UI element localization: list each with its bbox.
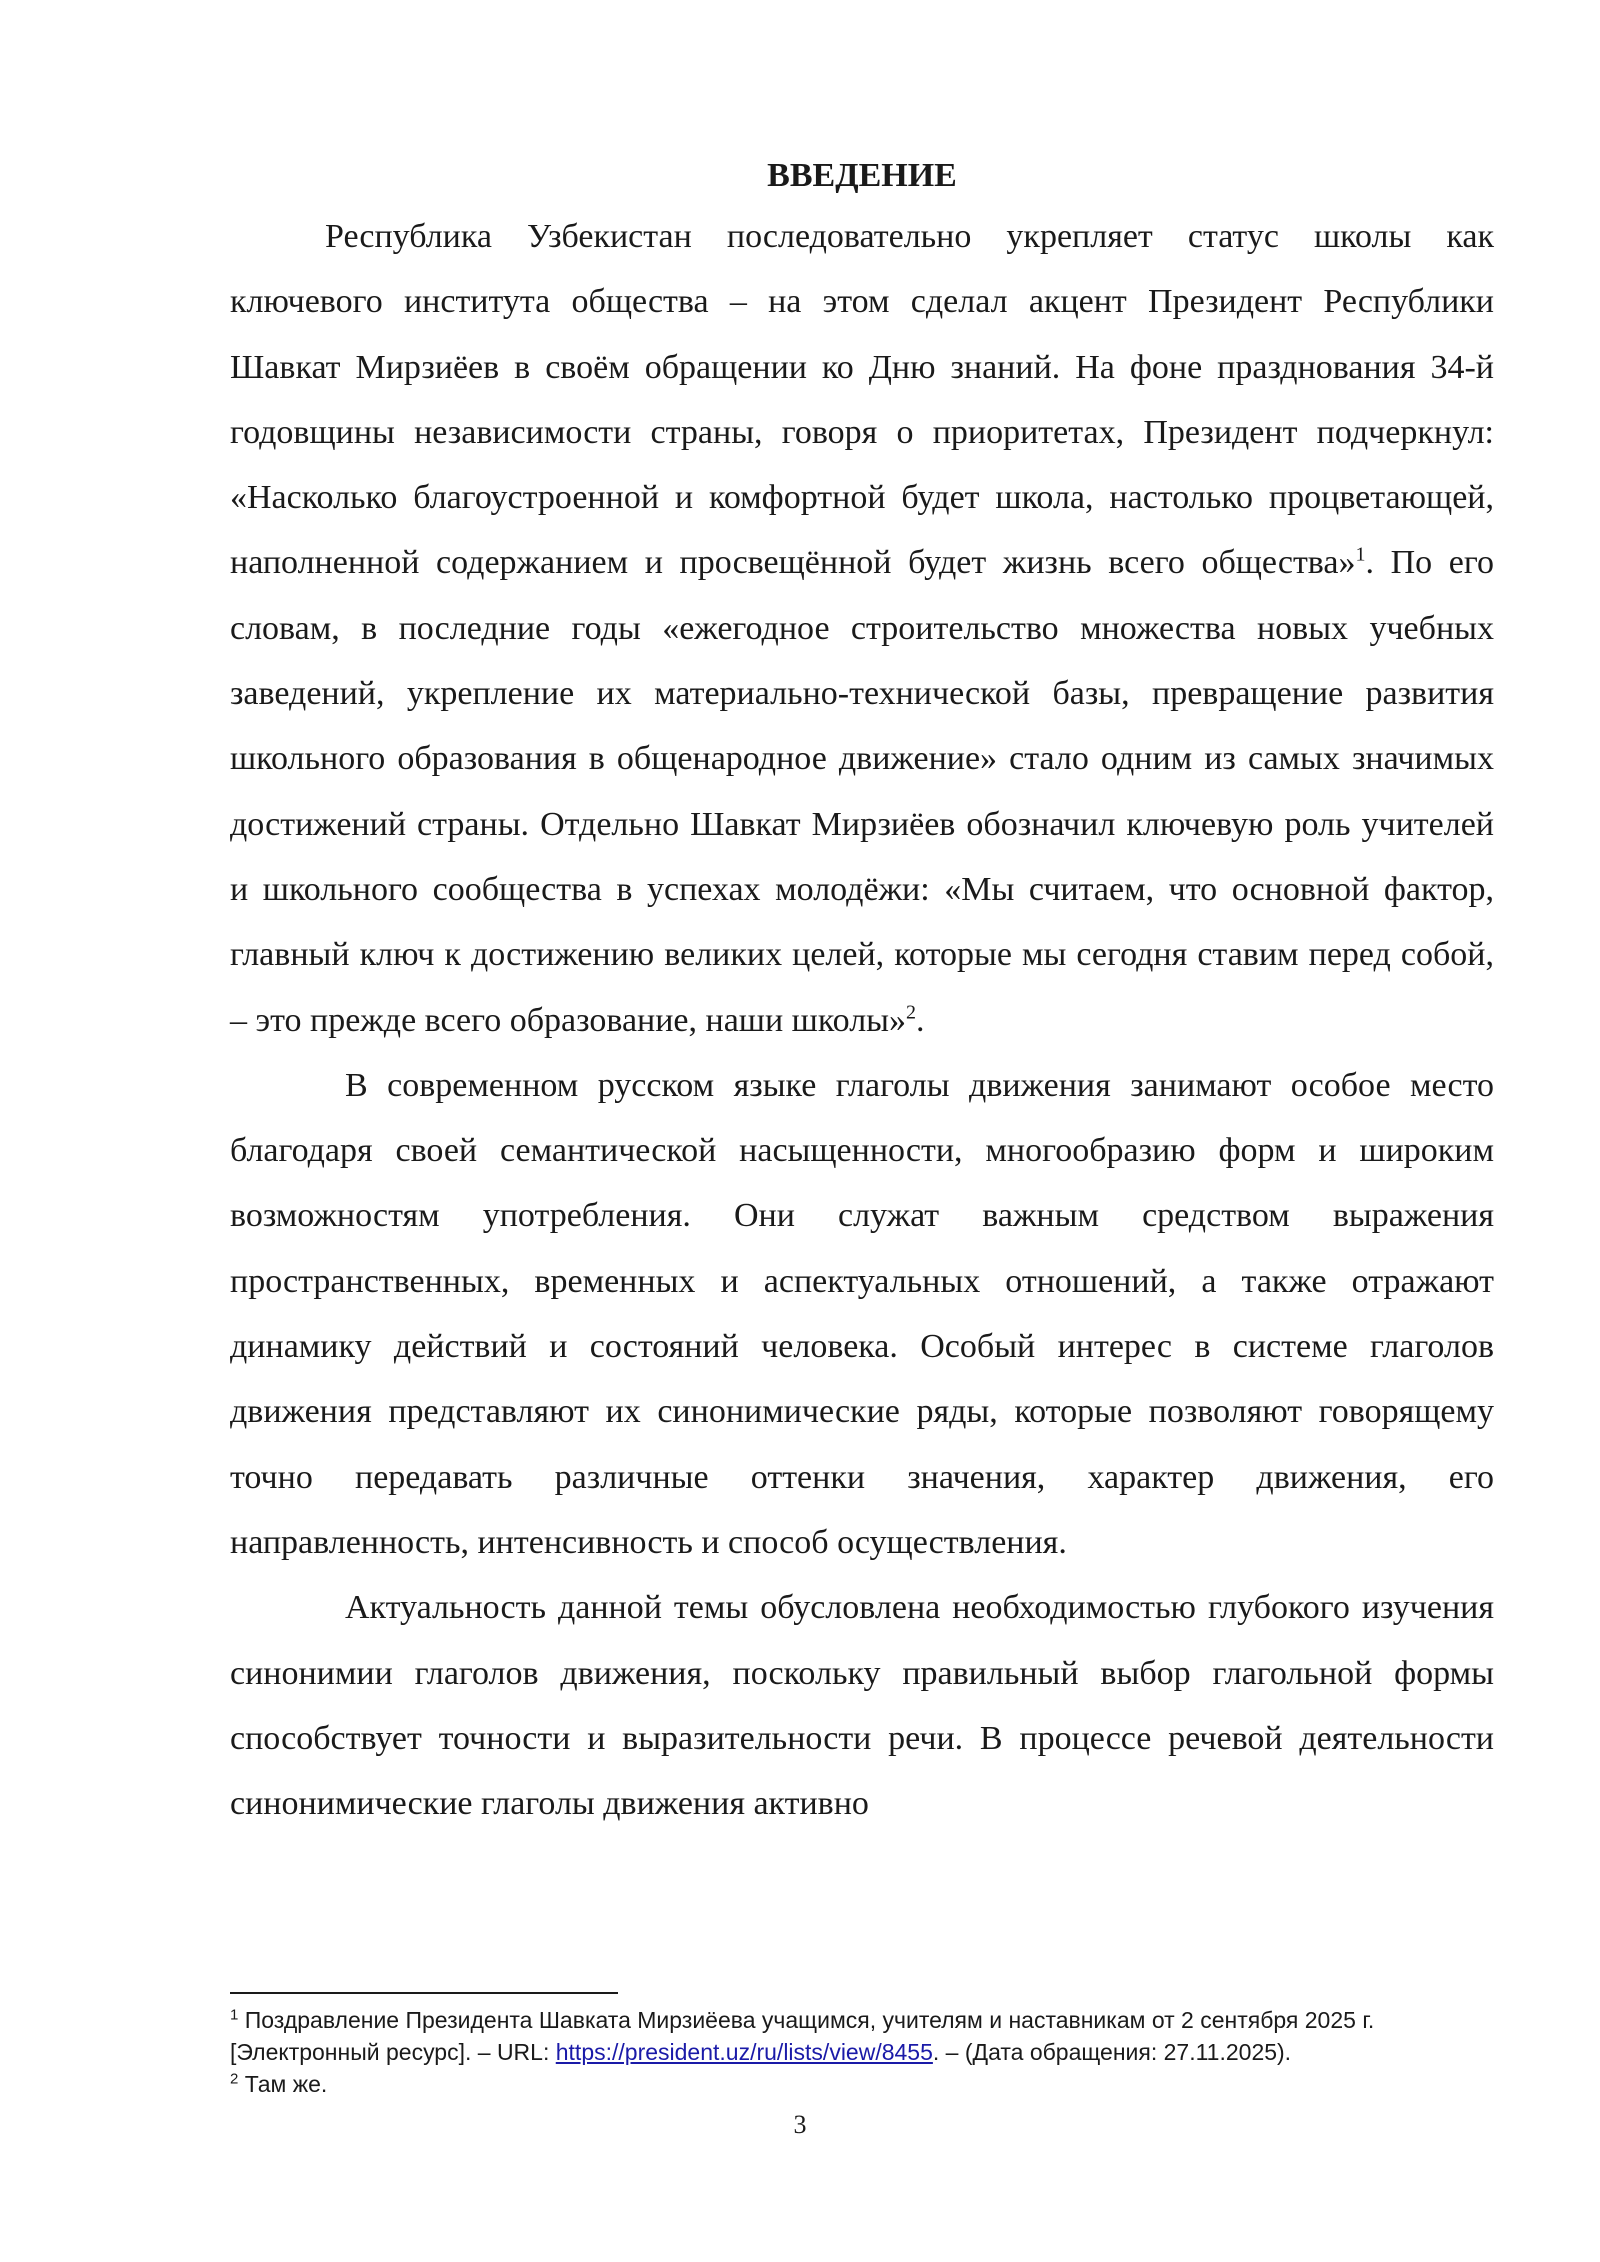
footnotes — [230, 2004, 1494, 2100]
footnote-2 — [230, 2068, 1494, 2100]
paragraph-motion-verbs: В современном русском языке глаголы движения занимают особое место благодаря своей семантической насыщенности, многообразию форм и широким возможностям употребления. Они служат важным средством выражения пространственных, временных и аспектуальных отношений, а также отражают динамику действий и состояний человека. Особый интерес в системе глаголов движения представляют их синонимические ряды, которые позволяют говорящему точно передавать различные оттенки значения, характер движения, его направленность, интенсивность и способ осуществления. — [230, 1066, 1494, 1561]
page-title: ВВЕДЕНИЕ — [767, 157, 957, 194]
paragraph-relevance: Актуальность данной темы обусловлена необходимостью глубокого изучения синонимии глаголов движения, поскольку правильный выбор глагольной формы способствует точности и выразительности речи. В процессе речевой деятельности синонимические глаголы движения активно — [230, 1589, 1494, 1823]
main-text — [230, 148, 1494, 1836]
footnote-ref-1[interactable]: 1 — [1355, 544, 1366, 567]
footnote-1-number: 1 — [230, 2006, 239, 2024]
footnote-1-text-a: Поздравление Президента Шавката Мирзиёева учащимся, учителям и наставникам от 2 сентября 2025 г. [Электронный ресурс]. – URL: — [230, 2007, 1375, 2065]
page-number: 3 — [793, 2110, 807, 2139]
footnote-2-text: Там же. — [238, 2071, 328, 2097]
footnote-ref-2[interactable]: 2 — [906, 1001, 917, 1024]
footnote-2-number: 2 — [230, 2070, 239, 2088]
paragraph-intro — [230, 204, 1494, 1053]
footnote-1 — [230, 2004, 1494, 2068]
paragraph-intro-text-c: . — [916, 1001, 925, 1039]
footnote-1-text-b: . – (Дата обращения: 27.11.2025). — [932, 2039, 1292, 2065]
paragraph-intro-text-a: Республика Узбекистан последовательно укрепляет статус школы как ключевого института общества – на этом сделал акцент Президент Республики Шавкат Мирзиёев в своём обращении ко Дню знаний. На фоне празднования 34-й годовщины независимости страны, говоря о приоритетах, Президент подчеркнул: «Насколько благоустроенной и комфортной будет школа, настолько процветающей, наполненной содержанием и просвещённой будет жизнь всего общества» — [230, 218, 1494, 582]
footnote-1-url-link[interactable]: https://president.uz/ru/lists/view/8455 — [555, 2039, 933, 2065]
footnote-separator — [230, 1992, 618, 1994]
paragraph-intro-text-b: . По его словам, в последние годы «ежегодное строительство множества новых учебных заведений, укрепление их материально-технической базы, превращение развития школьного образования в общенародное движение» стало одним из самых значимых достижений страны. Отдельно Шавкат Мирзиёев обозначил ключевую роль учителей и школьного сообщества в успехах молодёжи: «Мы считаем, что основной фактор, главный ключ к достижению великих целей, которые мы сегодня ставим перед собой, – это прежде всего образование, наши школы» — [230, 544, 1494, 1039]
